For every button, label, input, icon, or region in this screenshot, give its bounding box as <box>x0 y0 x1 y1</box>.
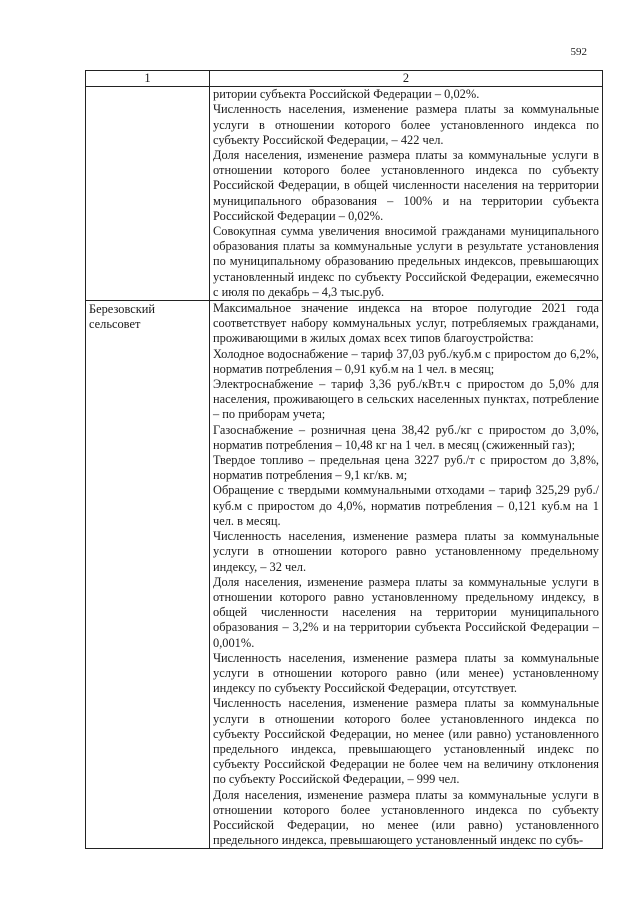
description-paragraph: Твердое топливо – предельная цена 3227 руб./т с приростом до 3,8%, норматив потребления – 9,1 кг/кв. м; <box>213 453 599 483</box>
description-cell <box>210 87 603 301</box>
column-header-2: 2 <box>210 71 603 87</box>
description-paragraph: Холодное водоснабжение – тариф 37,03 руб./куб.м с приростом до 6,2%, норматив потребления – 0,91 куб.м на 1 чел. в месяц; <box>213 346 599 376</box>
description-paragraph: Совокупная сумма увеличения вносимой гражданами муниципального образования платы за коммунальные услуги в результате установления по муниципальному образованию предельных индексов, превышающих установленный индекс по субъекту Российской Федерации, ежемесячно с июля по декабрь – 4,3 тыс.руб. <box>213 224 599 299</box>
table-row <box>86 301 603 849</box>
table-header-row <box>86 71 603 87</box>
description-paragraph: Численность населения, изменение размера платы за коммунальные услуги в отношении которого равно установленному предельному индексу, – 32 чел. <box>213 529 599 574</box>
municipality-name <box>89 87 206 88</box>
description-paragraph: Численность населения, изменение размера платы за коммунальные услуги в отношении которого более установленного индекса по субъекту Российской Федерации, – 422 чел. <box>213 102 599 147</box>
municipality-cell <box>86 87 210 301</box>
description-paragraph: ритории субъекта Российской Федерации – 0,02%. <box>213 87 480 102</box>
column-header-1: 1 <box>86 71 210 87</box>
description-paragraph: Обращение с твердыми коммунальными отходами – тариф 325,29 руб./куб.м с приростом до 4,0%, норматив потребления – 0,121 куб.м на 1 чел. в месяц. <box>213 483 599 528</box>
document-table <box>85 70 603 849</box>
page-number: 592 <box>570 46 587 58</box>
description-paragraph: Электроснабжение – тариф 3,36 руб./кВт.ч с приростом до 5,0% для населения, проживающего в сельских населенных пунктах, потребление – по приборам учета; <box>213 377 599 422</box>
description-cell <box>210 301 603 849</box>
table-body <box>86 87 603 849</box>
description-paragraph: Доля населения, изменение размера платы за коммунальные услуги в отношении которого более установленного индекса по субъекту Российской Федерации, в общей численности населения на территории муниципального образования – 100% и на территории субъекта Российской Федерации – 0,02%. <box>213 148 599 223</box>
description-paragraph: Численность населения, изменение размера платы за коммунальные услуги в отношении которого более установленного индекса по субъекту Российской Федерации, но менее (или равно) установленного предельного индекса, превышающего установленный индекс по субъекту Российской Федерации не более чем на величину отклонения по субъекту Российской Федерации, – 999 чел. <box>213 696 599 787</box>
municipality-name: Березовский сельсовет <box>89 302 156 332</box>
description-paragraph: Максимальное значение индекса на второе полугодие 2021 года соответствует набору коммунальных услуг, потребляемых гражданами, проживающими в жилых домах всех типов благоустройства: <box>213 301 599 346</box>
description-paragraph: Численность населения, изменение размера платы за коммунальные услуги в отношении которого равно (или менее) установленному индексу по субъекту Российской Федерации, отсутствует. <box>213 650 599 696</box>
municipality-cell <box>86 301 210 849</box>
description-paragraph: Доля населения, изменение размера платы за коммунальные услуги в отношении которого более установленного индекса по субъекту Российской Федерации, но менее (или равно) установленного предельного индекса, превышающего установленный индекс по субъ- <box>213 787 599 848</box>
table-row <box>86 87 603 301</box>
description-paragraph: Доля населения, изменение размера платы за коммунальные услуги в отношении которого равно установленному предельному индексу, в общей численности населения на территории муниципального образования – 3,2% и на территории субъекта Российской Федерации – 0,001%. <box>213 574 599 650</box>
description-paragraph: Газоснабжение – розничная цена 38,42 руб./кг с приростом до 3,0%, норматив потребления – 10,48 кг на 1 чел. в месяц (сжиженный газ); <box>213 422 599 452</box>
